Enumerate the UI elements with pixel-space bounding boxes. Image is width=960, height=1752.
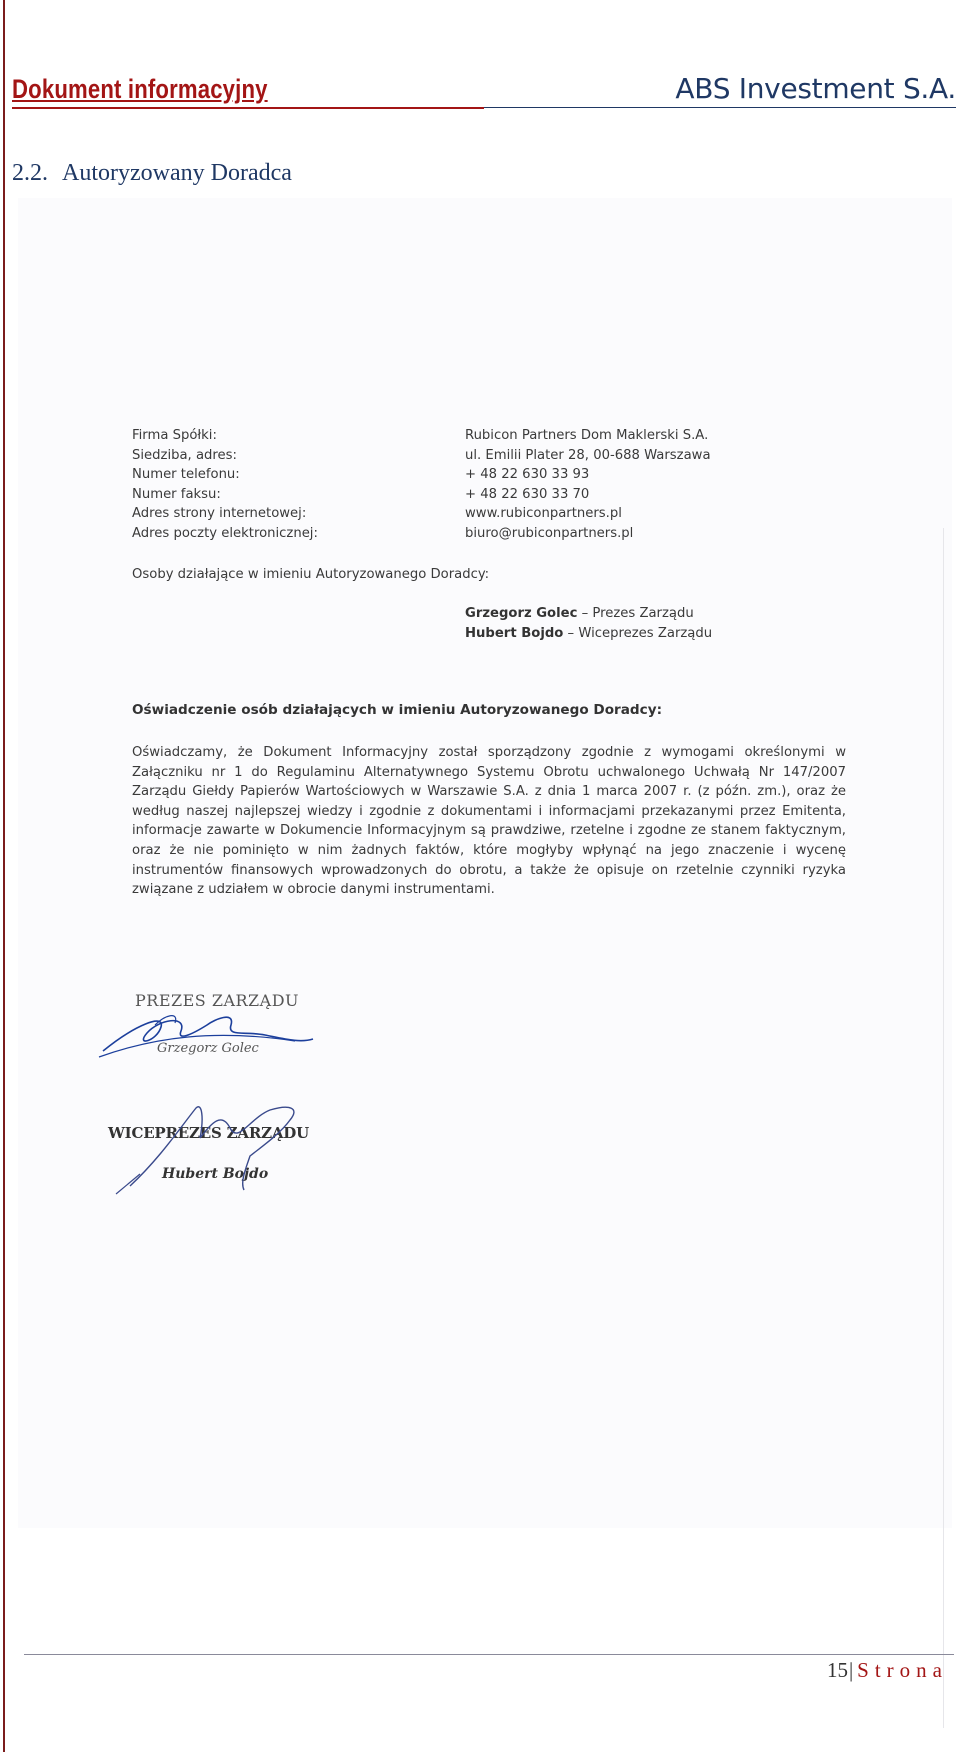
info-row (132, 428, 752, 448)
section-title: Autoryzowany Doradca (62, 160, 292, 186)
page-label: Strona (857, 1658, 948, 1682)
signature-name: Hubert Bojdo (162, 1166, 269, 1182)
signature-name: Grzegorz Golec (157, 1041, 259, 1056)
person-role: – Prezes Zarządu (581, 606, 694, 621)
advisor-info-table (132, 428, 752, 545)
person-name: Grzegorz Golec (465, 606, 578, 621)
info-row (132, 526, 752, 546)
signature-title: PREZES ZARZĄDU (135, 991, 300, 1010)
info-row (132, 487, 752, 507)
scan-edge (943, 528, 944, 1728)
statement-heading: Oświadczenie osób działających w imieniu Autoryzowanego Doradcy: (132, 702, 663, 718)
section-number: 2.2. (12, 160, 48, 186)
info-value: + 48 22 630 33 93 (465, 467, 590, 482)
company-name-title: ABS Investment S.A. (675, 72, 956, 105)
page-header (12, 72, 956, 110)
person-entry (465, 606, 712, 626)
info-row (132, 506, 752, 526)
info-value: + 48 22 630 33 70 (465, 486, 590, 502)
signature-title: WICEPREZES ZARZĄDU (108, 1124, 309, 1142)
header-rule-left (12, 107, 484, 109)
info-value: www.rubiconpartners.pl (465, 506, 622, 521)
info-value: ul. Emilii Plater 28, 00-688 Warszawa (465, 447, 711, 463)
persons-list (465, 606, 712, 646)
document-type-title: Dokument informacyjny (12, 74, 268, 104)
info-label: Adres strony internetowej: (132, 506, 307, 521)
info-label: Firma Spółki: (132, 428, 217, 443)
page-number: 15 (826, 1658, 848, 1682)
info-value: biuro@rubiconpartners.pl (465, 525, 634, 541)
handwritten-signature-icon (95, 985, 335, 1085)
info-value: Rubicon Partners Dom Maklerski S.A. (465, 428, 709, 443)
section-heading (12, 160, 292, 187)
left-margin-rule (3, 0, 5, 1752)
footer-rule (24, 1654, 954, 1655)
handwritten-signature-icon (100, 1098, 360, 1198)
info-row (132, 467, 752, 487)
info-label: Adres poczty elektronicznej: (132, 525, 318, 541)
info-label: Siedziba, adres: (132, 447, 237, 463)
info-row (132, 448, 752, 468)
page-footer (827, 1658, 948, 1683)
persons-heading: Osoby działające w imieniu Autoryzowanego Doradcy: (132, 567, 490, 582)
footer-separator: | (848, 1658, 854, 1682)
statement-body: Oświadczamy, że Dokument Informacyjny został sporządzony zgodnie z wymogami określonymi w Załączniku nr 1 do Regulaminu Alternatywnego Systemu Obrotu uchwalonego Uchwałą Nr 147/2007 Zarządu Giełdy Papierów Wartościowych w Warszawie S.A. z dnia 1 marca 2007 r. (z późn. zm.), oraz że według naszej najlepszej wiedzy i zgodnie z dokumentami i informacjami przekazanymi przez Emitenta, informacje zawarte w Dokumencie Informacyjnym są prawdziwe, rzetelne i zgodne ze stanem faktycznym, oraz że nie pominięto w nim żadnych faktów, które mogłyby wpłynąć na jego znaczenie i wycenę instrumentów finansowych wprowadzonych do obrotu, a także że opisuje on rzetelnie czynniki ryzyka związane z udziałem w obrocie danymi instrumentami. (132, 745, 846, 898)
header-rule-right (484, 107, 956, 108)
person-role: – Wiceprezes Zarządu (567, 626, 713, 641)
person-name: Hubert Bojdo (465, 626, 564, 641)
info-label: Numer telefonu: (132, 467, 240, 482)
signature-block-president (95, 985, 335, 1085)
signature-block-vice-president (100, 1098, 360, 1198)
person-entry (465, 626, 712, 646)
info-label: Numer faksu: (132, 486, 221, 502)
